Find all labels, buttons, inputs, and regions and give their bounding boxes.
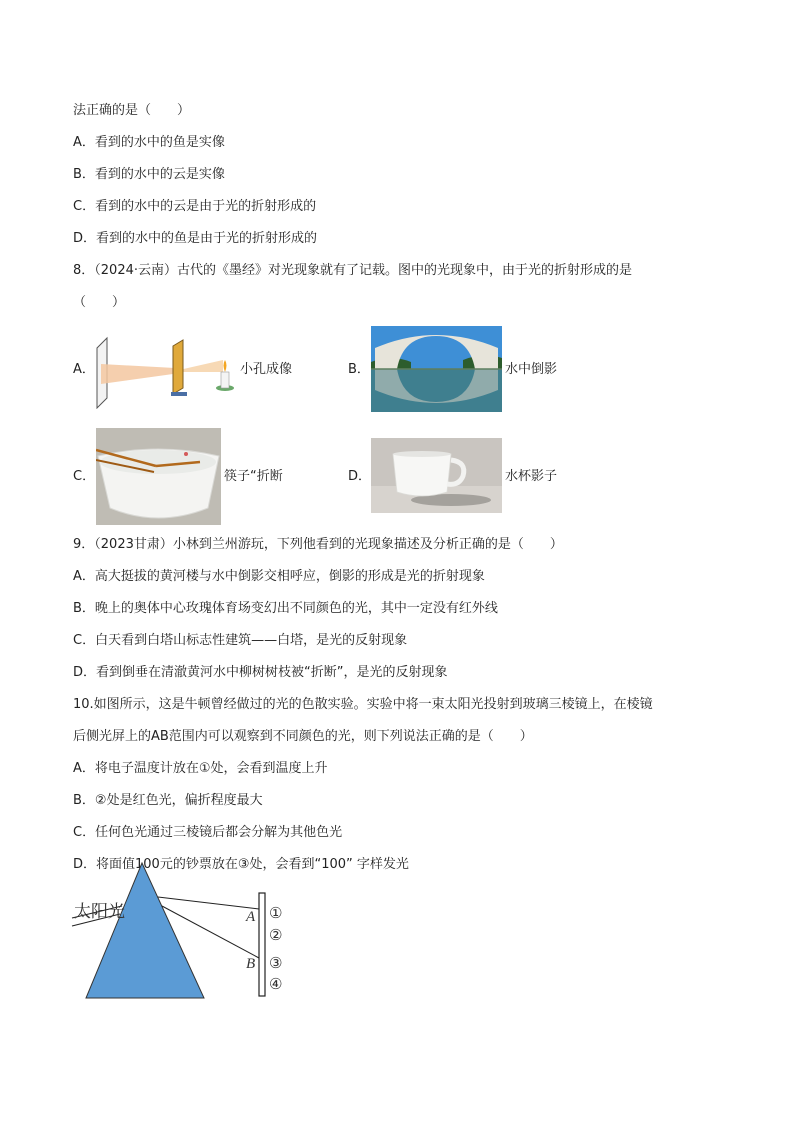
dispersed-ray-a	[158, 897, 259, 909]
q9-option-a: A．高大挺拔的黄河楼与水中倒影交相呼应，倒影的形成是光的折射现象	[73, 569, 485, 584]
mark-2: ②	[269, 926, 283, 944]
q7-option-b: B．看到的水中的云是实像	[73, 167, 225, 182]
q8-caption-a: 小孔成像	[240, 362, 293, 377]
q8-stem-line2: （ ）	[73, 295, 126, 310]
mark-3: ③	[269, 954, 283, 972]
q10-option-b: B．②处是红色光，偏折程度最大	[73, 793, 263, 808]
light-screen	[259, 893, 265, 996]
cup-shadow-photo	[371, 438, 502, 513]
q9-option-b: B．晚上的奥体中心玫瑰体育场变幻出不同颜色的光，其中一定没有红外线	[73, 601, 498, 616]
q8-stem: 8．（2024·云南）古代的《墨经》对光现象就有了记载。图中的光现象中，由于光的折射形成的是	[73, 263, 632, 278]
q7-option-a: A．看到的水中的鱼是实像	[73, 135, 225, 150]
q8-letter-d: D．	[348, 469, 372, 484]
q9-stem: 9．（2023甘肃）小林到兰州游玩，下列他看到的光现象描述及分析正确的是（ ）	[73, 537, 563, 552]
q10-option-d: D．将面值100元的钞票放在③处，会看到“100” 字样发光	[73, 857, 409, 872]
q8-letter-a: A．	[73, 362, 95, 377]
bridge-reflection-photo	[371, 326, 502, 412]
mark-1: ①	[269, 904, 283, 922]
q8-letter-c: C．	[73, 469, 96, 484]
chopsticks-bowl-photo	[96, 428, 221, 525]
pinhole-camera-image	[93, 334, 238, 409]
q8-caption-d: 水杯影子	[505, 469, 558, 484]
prism-dispersion-figure	[70, 860, 300, 1000]
q7-option-d: D．看到的水中的鱼是由于光的折射形成的	[73, 231, 318, 246]
q8-caption-c: 筷子“折断	[224, 469, 283, 484]
glass-prism	[86, 863, 204, 998]
mark-4: ④	[269, 975, 283, 993]
q10-option-c: C．任何色光通过三棱镜后都会分解为其他色光	[73, 825, 343, 840]
q9-option-d: D．看到倒垂在清澈黄河水中柳树树枝被“折断”，是光的反射现象	[73, 665, 448, 680]
point-a-label: A	[246, 909, 256, 925]
q9-option-c: C．白天看到白塔山标志性建筑——白塔，是光的反射现象	[73, 633, 408, 648]
q8-caption-b: 水中倒影	[505, 362, 558, 377]
sunlight-label: 太阳光	[74, 902, 125, 922]
q8-letter-b: B．	[348, 362, 370, 377]
q7-option-c: C．看到的水中的云是由于光的折射形成的	[73, 199, 317, 214]
q7-stem-tail: 法正确的是（ ）	[73, 103, 191, 118]
q10-option-a: A．将电子温度计放在①处，会看到温度上升	[73, 761, 328, 776]
point-b-label: B	[246, 956, 256, 972]
q10-stem: 10.如图所示，这是牛顿曾经做过的光的色散实验。实验中将一束太阳光投射到玻璃三棱镜上，在棱镜	[73, 697, 653, 712]
q10-stem-line2: 后侧光屏上的AB范围内可以观察到不同颜色的光，则下列说法正确的是（ ）	[73, 729, 533, 744]
